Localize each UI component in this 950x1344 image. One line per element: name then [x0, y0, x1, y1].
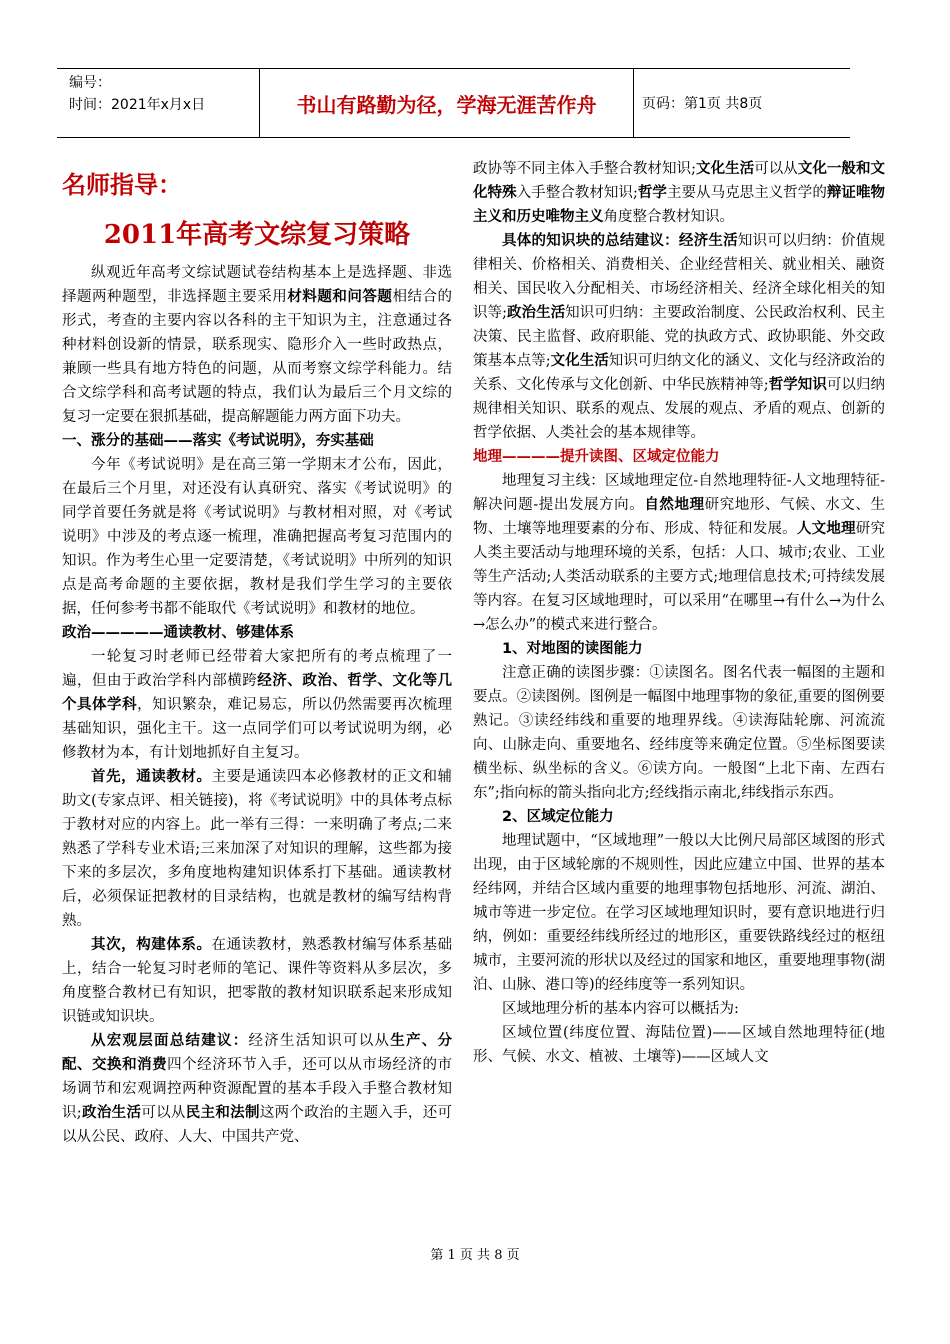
- second-step-paragraph: [62, 933, 452, 1029]
- bold-run: 从宏观层面总结建议：: [91, 1032, 249, 1049]
- region-paragraph: 地理试题中，“区域地理”一般以大比例尺局部区域图的形式出现，由于区域轮廓的不规则性，因此应建立中国、世界的基本经纬网，并结合区域内重要的地理事物包括地形、河流、湖泊、城市等进一步定位。在学习区域地理知识时，要有意识地进行归纳，例如：重要经纬线所经过的地形区，重要铁路线经过的枢纽城市，主要河流的形状以及经过的国家和地区，重要地理事物(湖泊、山脉、港口等)的经纬度等一系列知识。: [473, 833, 885, 993]
- bold-run: 首先，通读教材。: [91, 768, 212, 785]
- analysis-paragraph: 区域地理分析的基本内容可以概括为:: [502, 1001, 739, 1017]
- header-motto: 书山有路勤为径，学海无涯苦作舟: [260, 69, 634, 137]
- macro-paragraph: [62, 1029, 452, 1149]
- text-run: 研究人类主要活动与地理环境的关系，包括：人口、城市;农业、工业等生产活动;人类活动联系的主要方式;地理信息技术;可持续发展等内容。在复习区域地理时，可以采用“在哪里→有什么→为什么→怎么办”的模式来进行整合。: [473, 521, 886, 633]
- text-run: 纵观近年高考文综试题试卷结构基本上是选择题、非选择题两种题型，非选择题主要采用: [62, 265, 452, 305]
- header-meta: [57, 69, 260, 137]
- bold-run: 生产、分配、交换和消费: [62, 1032, 452, 1073]
- bold-run: 文化生活: [695, 160, 755, 177]
- bold-run: 哲学知识: [768, 376, 827, 393]
- left-column: [62, 157, 452, 1149]
- text-run: 研究地形、气候、水文、生物、土壤等地理要素的分布、形成、特征和发展。: [473, 497, 886, 537]
- specific-knowledge-paragraph: [473, 229, 885, 445]
- region-heading: 2、区域定位能力: [502, 809, 614, 825]
- subtitle: 名师指导：: [62, 171, 182, 199]
- page-footer: 第 1 页 共 8 页: [430, 1248, 520, 1263]
- text-run: 政协等不同主体入手整合教材知识;: [473, 161, 696, 177]
- section-heading-1: 一、涨分的基础——落实《考试说明》，夯实基础: [62, 433, 374, 449]
- bold-run: 政治生活: [506, 304, 566, 321]
- time-label: 时间：2021年x月x日: [69, 97, 206, 113]
- document-title: 2011年高考文综复习策略: [103, 220, 411, 250]
- politics-heading: 政治—————通读教材、够建体系: [62, 625, 294, 641]
- text-run: 主要是通读四本必修教材的正文和辅助文(专家点评、相关链接)，将《考试说明》中的具体考点标于教材对应的内容上。此一举有三得：一来明确了考点;二来熟悉了学科专业术语;三来加深了对知识的理解，这些都为接下来的多层次，多角度地构建知识体系打下基础。通读教材后，必须保证把教材的目录结构，也就是教材的编写结构背熟。: [62, 769, 453, 929]
- bold-run: 民主和法制: [185, 1104, 260, 1121]
- text-run: 经济生活知识可以从: [248, 1033, 391, 1049]
- text-run: 知识可归纳文化的涵义、文化与经济政治的关系、文化传承与文化创新、中华民族精神等;: [473, 353, 886, 393]
- text-run: 在通读教材，熟悉教材编写体系基础上，结合一轮复习时老师的笔记、课件等资料从多层次，多角度整合教材已有知识，把零散的教材知识联系起来形成知识链或知识块。: [62, 937, 453, 1025]
- text-run: 这两个政治的主题入手，还可以从公民、政府、人大、中国共产党、: [62, 1105, 453, 1145]
- macro-continued-paragraph: [473, 157, 885, 229]
- bold-run: 文化一般和文化特殊: [473, 160, 886, 201]
- number-label: 编号：: [69, 75, 111, 91]
- politics-paragraph: [62, 645, 452, 765]
- bold-run: 材料题和问答题: [287, 288, 393, 305]
- region-structure-paragraph: 区域位置(纬度位置、海陆位置)——区域自然地理特征(地形、气候、水文、植被、土壤等)——区域人文: [473, 1025, 885, 1065]
- text-run: 入手整合教材知识;: [516, 185, 638, 201]
- geography-heading: 地理————提升读图、区域定位能力: [473, 449, 720, 465]
- text-run: 知识可归纳：主要政治制度、公民政治权利、民主决策、民主监督、政府职能、党的执政方式、政协职能、外交政策基本点等;: [473, 305, 886, 369]
- text-run: 可以从: [141, 1105, 186, 1121]
- bold-run: 哲学: [637, 184, 667, 201]
- bold-run: 自然地理: [644, 496, 705, 513]
- text-run: 一轮复习时老师已经带着大家把所有的考点梳理了一遍，但由于政治学科内部横跨: [62, 649, 452, 689]
- geography-paragraph: [473, 469, 885, 637]
- bold-run: 文化生活: [550, 352, 609, 369]
- text-run: ，知识繁杂，难记易忘，所以仍然需要再次梳理基础知识，强化主干。这一点同学们可以考试说明为纲，必修教材为本，有计划地抓好自主复习。: [62, 697, 453, 761]
- bold-run: 政治生活: [81, 1104, 142, 1121]
- map-reading-paragraph: 注意正确的读图步骤：①读图名。图名代表一幅图的主题和要点。②读图例。图例是一幅图中地理事物的象征,重要的图例要熟记。③读经纬线和重要的地理界线。④读海陆轮廓、河流流向、山脉走向、重要地名、经纬度等来确定位置。⑤坐标图要读横坐标、纵坐标的含义。⑥读方向。一般图“上北下南、左西右东”;指向标的箭头指向北方;经线指示南北,纬线指示东西。: [473, 665, 885, 801]
- text-run: 四个经济环节入手，还可以从市场经济的市场调节和宏观调控两种资源配置的基本手段入手整合教材知识;: [62, 1057, 452, 1121]
- text-run: 可以从: [754, 161, 798, 177]
- bold-run: 经济、政治、哲学、文化等几个具体学科: [62, 672, 453, 713]
- page-header: [57, 68, 850, 138]
- text-run: 主要从马克思主义哲学的: [666, 185, 827, 201]
- map-reading-heading: 1、对地图的读图能力: [502, 641, 643, 657]
- bold-run: 人文地理: [796, 520, 856, 537]
- header-page-label: 页码：第1页 共8页: [642, 96, 763, 112]
- text-run: 可以归纳规律相关知识、联系的观点、发展的观点、矛盾的观点、创新的哲学依据、人类社会的基本规律等。: [473, 377, 886, 441]
- text-run: 地理复习主线：区域地理定位-自然地理特征-人文地理特征-解决问题-提出发展方向。: [473, 473, 885, 513]
- bold-run: 辩证唯物主义和历史唯物主义: [473, 184, 886, 225]
- text-run: 角度整合教材知识。: [603, 209, 734, 225]
- text-run: 相结合的形式，考查的主要内容以各科的主干知识为主，注意通过各种材料创设新的情景，联系现实、隐形介入一些时政热点，兼顾一些具有地方特色的问题，从而考察文综学科能力。结合文综学科和高考试题的特点，我们认为最后三个月文综的复习一定要在狠抓基础，提高解题能力两方面下功夫。: [62, 289, 453, 425]
- right-column: [473, 157, 885, 1069]
- bold-run: 具体的知识块的总结建议：经济生活: [502, 232, 738, 249]
- exam-guide-paragraph: 今年《考试说明》是在高三第一学期末才公布，因此，在最后三个月里，对还没有认真研究、落实《考试说明》的同学首要任务就是将《考试说明》与教材相对照，对《考试说明》中涉及的考点逐一梳理，准确把握高考复习范围内的知识。作为考生心里一定要清楚，《考试说明》中所列的知识点是高考命题的主要依据，教材是我们学生学习的主要依据，任何参考书都不能取代《考试说明》和教材的地位。: [62, 457, 452, 617]
- intro-paragraph: [62, 261, 452, 429]
- text-run: 知识可以归纳：价值规律相关、价格相关、消费相关、企业经营相关、就业相关、融资相关、国民收入分配相关、市场经济相关、经济全球化相关的知识等;: [473, 233, 886, 321]
- bold-run: 其次，构建体系。: [91, 936, 212, 953]
- first-step-paragraph: [62, 765, 452, 933]
